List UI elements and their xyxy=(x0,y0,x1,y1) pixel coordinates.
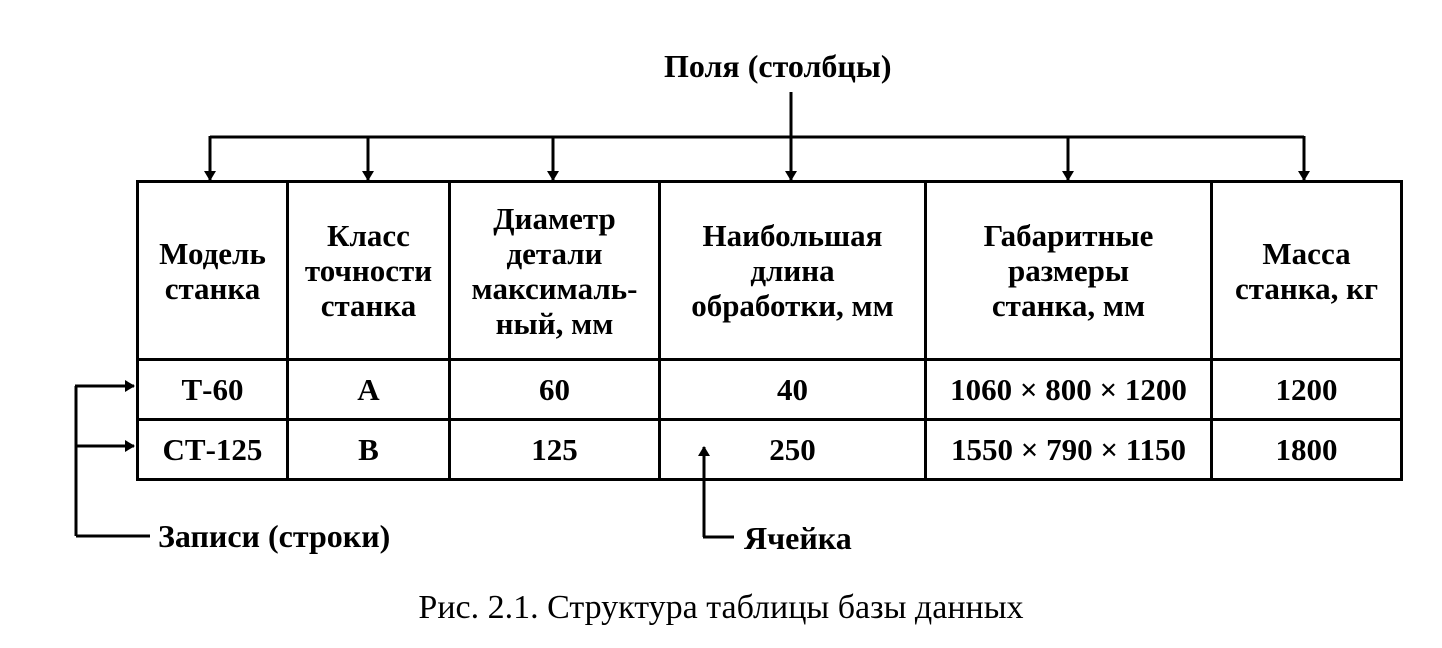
table-cell: 40 xyxy=(660,360,926,420)
header-line: размеры xyxy=(1007,253,1130,288)
table-row xyxy=(138,360,1402,420)
header-line: станка xyxy=(164,270,261,306)
header-max-diameter xyxy=(450,182,660,360)
header-line: обработки, мм xyxy=(691,288,894,323)
table-cell: 250 xyxy=(660,420,926,480)
header-mass xyxy=(1212,182,1402,360)
table-cell: 125 xyxy=(450,420,660,480)
table-cell: 1200 xyxy=(1212,360,1402,420)
header-line: Масса xyxy=(1262,235,1351,271)
header-line: станка, кг xyxy=(1234,270,1379,306)
header-line: Модель xyxy=(159,235,266,271)
cell-label: Ячейка xyxy=(744,520,852,556)
records-label: Записи (строки) xyxy=(158,518,391,554)
header-max-length xyxy=(660,182,926,360)
table-cell: А xyxy=(288,360,450,420)
database-table xyxy=(136,180,1403,481)
header-accuracy-class xyxy=(288,182,450,360)
header-line: детали xyxy=(506,235,603,271)
table-row xyxy=(138,420,1402,480)
table-cell: 1800 xyxy=(1212,420,1402,480)
header-line: длина xyxy=(750,253,835,288)
table-cell: В xyxy=(288,420,450,480)
table-cell: 1060 × 800 × 1200 xyxy=(926,360,1212,420)
figure-caption: Рис. 2.1. Структура таблицы базы данных xyxy=(418,589,1024,626)
table-cell: 1550 × 790 × 1150 xyxy=(926,420,1212,480)
header-line: станка xyxy=(320,288,417,323)
header-line: Габаритные xyxy=(983,218,1154,253)
header-line: точности xyxy=(304,253,433,288)
table-cell: СТ-125 xyxy=(138,420,288,480)
table-cell: Т-60 xyxy=(138,360,288,420)
table-cell: 60 xyxy=(450,360,660,420)
header-line: ный, мм xyxy=(495,305,614,341)
header-line: Диаметр xyxy=(493,200,616,236)
header-line: Класс xyxy=(327,218,410,253)
header-row xyxy=(138,182,1402,360)
header-model xyxy=(138,182,288,360)
header-line: станка, мм xyxy=(991,288,1146,323)
header-dimensions xyxy=(926,182,1212,360)
header-line: максималь- xyxy=(471,270,638,306)
fields-label: Поля (столбцы) xyxy=(664,48,892,84)
header-line: Наибольшая xyxy=(702,218,883,253)
